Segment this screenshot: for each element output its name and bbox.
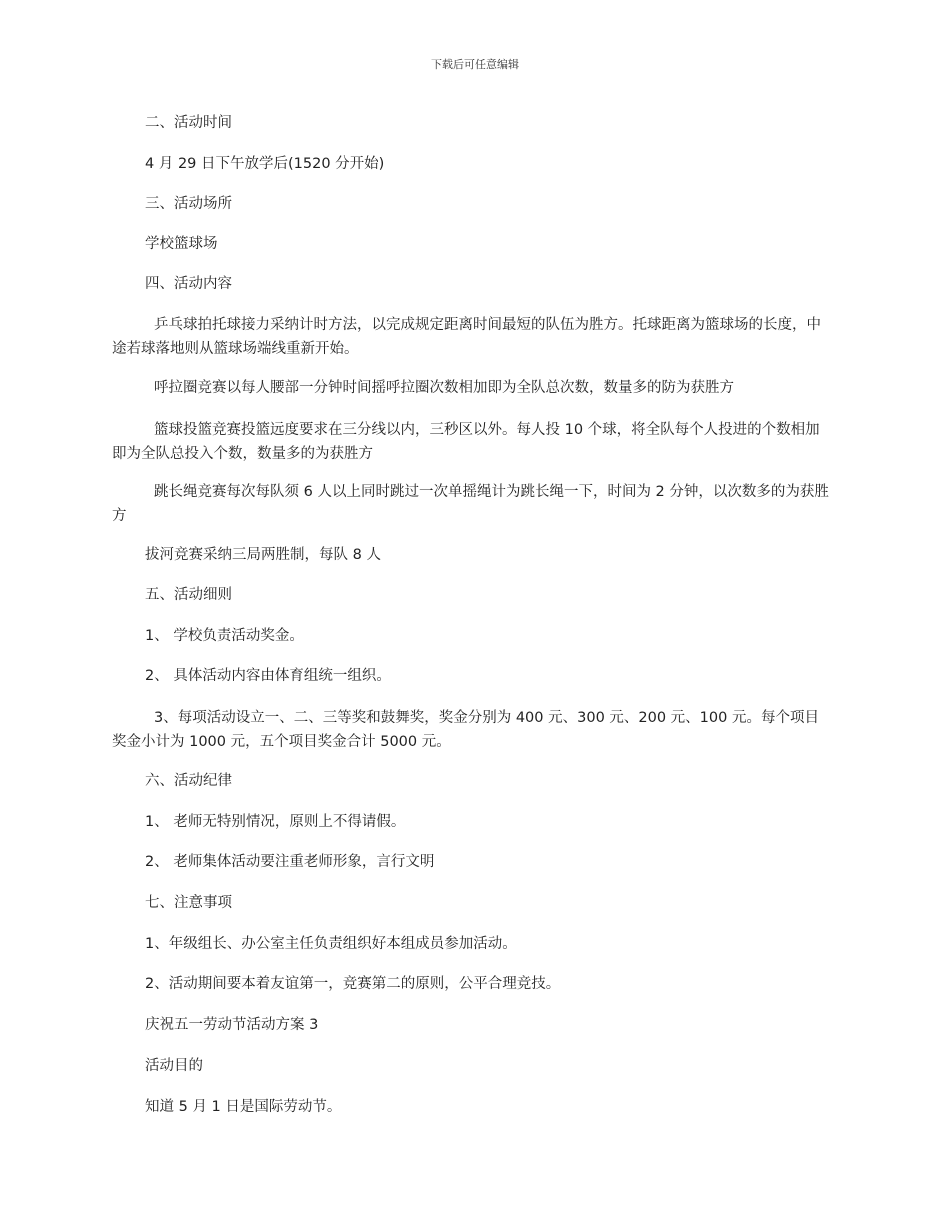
section-heading-rules: 五、活动细则 xyxy=(145,587,232,603)
activity-time: 4 月 29 日下午放学后(1520 分开始) xyxy=(145,156,385,172)
rule-item-2: 2、 具体活动内容由体育组统一组织。 xyxy=(145,668,391,684)
section-heading-notes: 七、注意事项 xyxy=(145,895,232,911)
section-heading-venue: 三、活动场所 xyxy=(145,196,232,212)
tug-of-war-rule: 拔河竞赛采纳三局两胜制，每队 8 人 xyxy=(145,547,381,563)
rule-item-1: 1、 学校负责活动奖金。 xyxy=(145,628,304,644)
note-item-1: 1、年级组长、办公室主任负责组织好本组成员参加活动。 xyxy=(145,936,517,952)
paragraph-long-rope: 跳长绳竞赛每次每队须 6 人以上同时跳过一次单摇绳计为跳长绳一下，时间为 2 分钟，以次数多的为获胜方 xyxy=(112,484,829,524)
plan-title: 庆祝五一劳动节活动方案 3 xyxy=(145,1017,319,1033)
section-heading-discipline: 六、活动纪律 xyxy=(145,773,232,789)
note-item-2: 2、活动期间要本着友谊第一，竞赛第二的原则，公平合理竞技。 xyxy=(145,976,561,992)
paragraph-prizes: 3、每项活动设立一、二、三等奖和鼓舞奖，奖金分别为 400 元、300 元、200 元、100 元。每个项目奖金小计为 1000 元，五个项目奖金合计 5000 元。 xyxy=(112,710,819,750)
purpose-text: 知道 5 月 1 日是国际劳动节。 xyxy=(145,1099,342,1115)
section-heading-content: 四、活动内容 xyxy=(145,276,232,292)
activity-venue: 学校篮球场 xyxy=(145,236,218,252)
paragraph-hula-hoop: 呼拉圈竞赛以每人腰部一分钟时间摇呼拉圈次数相加即为全队总次数，数量多的防为获胜方 xyxy=(154,380,734,396)
discipline-item-1: 1、 老师无特别情况，原则上不得请假。 xyxy=(145,814,406,830)
page-header: 下载后可任意编辑 xyxy=(431,58,519,71)
discipline-item-2: 2、 老师集体活动要注重老师形象，言行文明 xyxy=(145,854,435,870)
subheading-purpose: 活动目的 xyxy=(145,1058,203,1074)
paragraph-pingpong: 乒乓球拍托球接力采纳计时方法，以完成规定距离时间最短的队伍为胜方。托球距离为篮球场的长度，中途若球落地则从篮球场端线重新开始。 xyxy=(112,317,821,357)
paragraph-basketball: 篮球投篮竞赛投篮远度要求在三分线以内，三秒区以外。每人投 10 个球，将全队每个人投进的个数相加即为全队总投入个数，数量多的为获胜方 xyxy=(112,422,820,462)
section-heading-time: 二、活动时间 xyxy=(145,115,232,131)
